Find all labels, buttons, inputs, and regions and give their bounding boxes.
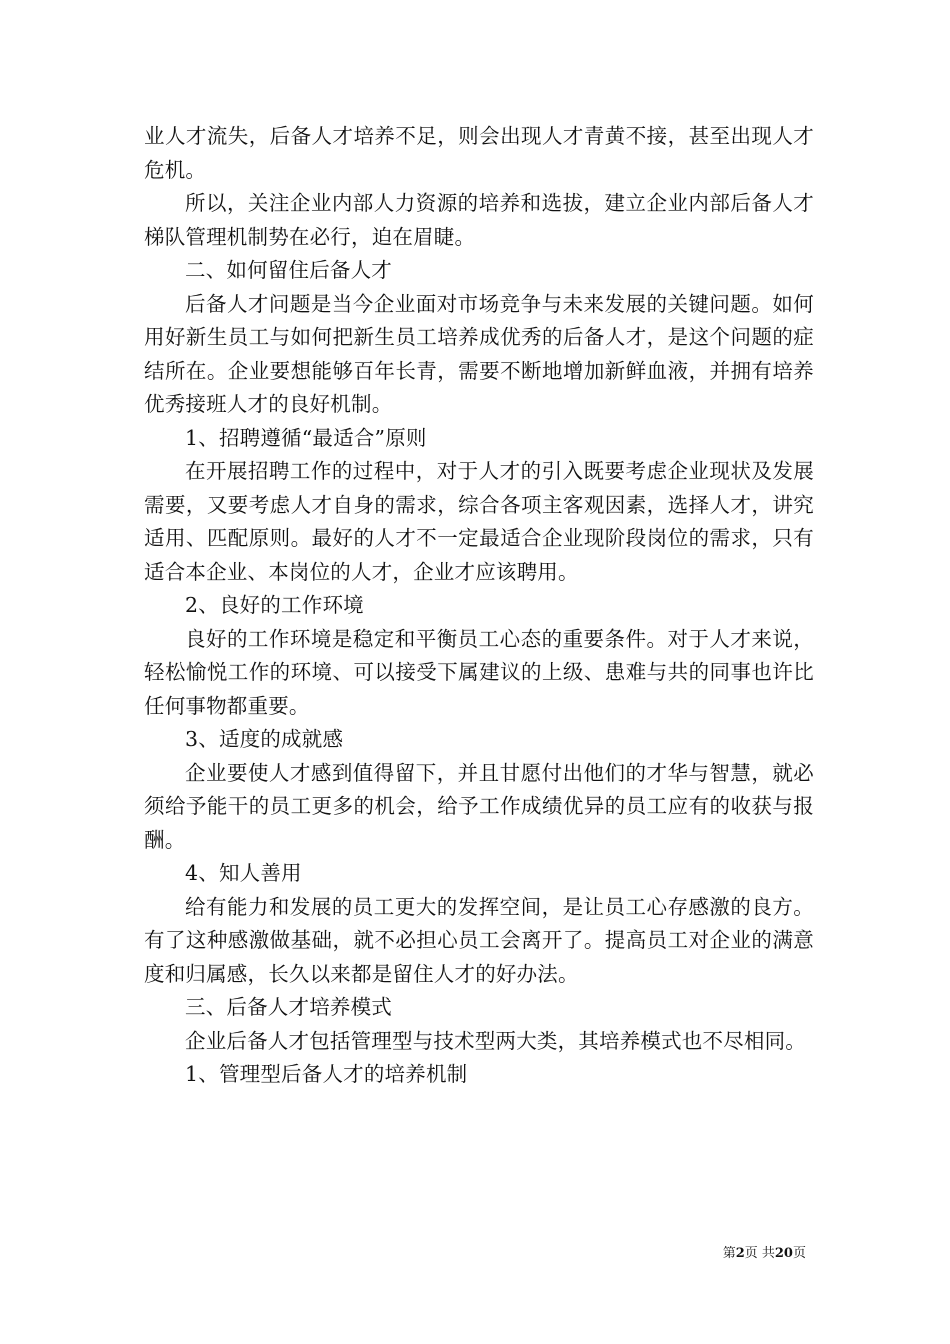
page-total: 20: [774, 1246, 793, 1261]
paragraph: 业人才流失，后备人才培养不足，则会出现人才青黄不接，甚至出现人才危机。: [144, 124, 814, 182]
paragraph: 给有能力和发展的员工更大的发挥空间，是让员工心存感激的良方。有了这种感激做基础，就不必担心员工会离开了。提高员工对企业的满意度和归属感，长久以来都是留住人才的好办法。: [144, 894, 814, 986]
subsection-heading: 2、良好的工作环境: [185, 593, 364, 617]
paragraph: 后备人才问题是当今企业面对市场竞争与未来发展的关键问题。如何用好新生员工与如何把新生员工培养成优秀的后备人才，是这个问题的症结所在。企业要想能够百年长青，需要不断地增加新鲜血液，并拥有培养优秀接班人才的良好机制。: [144, 291, 814, 416]
subsection-heading: 1、管理型后备人才的培养机制: [185, 1062, 468, 1086]
paragraph: 良好的工作环境是稳定和平衡员工心态的重要条件。对于人才来说，轻松愉悦工作的环境、可以接受下属建议的上级、患难与共的同事也许比任何事物都重要。: [144, 626, 814, 718]
section-heading: 二、如何留住后备人才: [185, 258, 392, 282]
paragraph: 所以，关注企业内部人力资源的培养和选拔，建立企业内部后备人才梯队管理机制势在必行，迫在眉睫。: [144, 191, 814, 249]
footer-middle: 页 共: [744, 1246, 775, 1261]
paragraph: 在开展招聘工作的过程中，对于人才的引入既要考虑企业现状及发展需要，又要考虑人才自身的需求，综合各项主客观因素，选择人才，讲究适用、匹配原则。最好的人才不一定最适合企业现阶段岗位的需求，只有适合本企业、本岗位的人才，企业才应该聘用。: [144, 459, 814, 584]
subsection-heading: 1、招聘遵循“最适合”原则: [185, 425, 427, 450]
paragraph: 企业后备人才包括管理型与技术型两大类，其培养模式也不尽相同。: [185, 1028, 806, 1053]
paragraph: 企业要使人才感到值得留下，并且甘愿付出他们的才华与智慧，就必须给予能干的员工更多的机会，给予工作成绩优异的员工应有的收获与报酬。: [144, 760, 814, 852]
page-footer: [723, 1245, 806, 1263]
page-number: 2: [735, 1246, 745, 1261]
subsection-heading: 4、知人善用: [185, 861, 302, 885]
footer-prefix: 第: [722, 1246, 736, 1261]
document-body: [144, 120, 814, 1092]
section-heading: 三、后备人才培养模式: [185, 995, 392, 1019]
subsection-heading: 3、适度的成就感: [185, 727, 344, 751]
footer-suffix: 页: [792, 1246, 806, 1261]
